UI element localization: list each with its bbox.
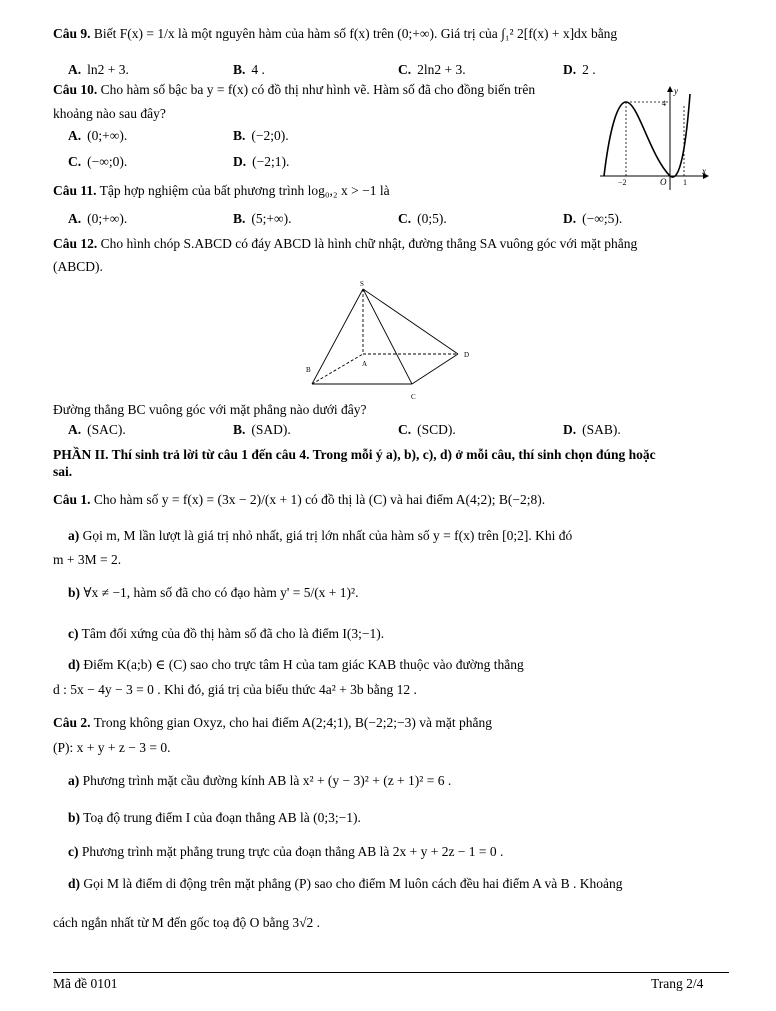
option-text: (−2;0). (251, 128, 289, 143)
part2-heading-line1: PHẦN II. Thí sinh trả lời từ câu 1 đến câu 4. Trong mỗi ý a), b), c), d) ở mỗi câu, thí sinh chọn đúng hoặc (53, 447, 656, 462)
option-label: D. (563, 422, 577, 437)
q12-pyramid-figure (300, 278, 480, 402)
item-text: Điểm K(a;b) ∈ (C) sao cho trực tâm H của tam giác KAB thuộc vào đường thẳng (83, 657, 524, 672)
item-text: Phương trình mặt phẳng trung trực của đoạn thẳng AB là 2x + y + 2z − 1 = 0 . (81, 844, 504, 859)
footer-rule (53, 972, 729, 973)
option-label: C. (398, 422, 412, 437)
q12-option-d[interactable] (563, 421, 621, 439)
q9-text-a: Biết F(x) = 1/x là một nguyên hàm của hàm số f(x) trên (0;+∞). Giá trị của (93, 26, 498, 41)
p2q1-text: Cho hàm số y = f(x) = (3x − 2)/(x + 1) có đồ thị là (C) và hai điểm A(4;2); B(−2;8). (93, 492, 546, 507)
item-label: d) (68, 657, 81, 672)
q9-text-b: bằng (590, 26, 618, 41)
p2q2-a[interactable] (68, 772, 451, 790)
q12-question: Đường thẳng BC vuông góc với mặt phẳng nào dưới đây? (53, 402, 367, 417)
vertex-C-label: C (411, 393, 416, 401)
p2q2-line2: (P): x + y + z − 3 = 0. (53, 740, 171, 755)
vertex-A-label: A (362, 360, 368, 368)
option-label: B. (233, 422, 246, 437)
item-label: a) (68, 773, 80, 788)
edge-CD (412, 354, 458, 384)
p2q2-d-line2: cách ngắn nhất từ M đến gốc toạ độ O bằng 3√2 . (53, 915, 321, 930)
p2q1-b[interactable] (68, 584, 358, 602)
item-label: b) (68, 810, 81, 825)
q10-line1: Cho hàm số bậc ba y = f(x) có đồ thị như hình vẽ. Hàm số đã cho đồng biến trên (100, 82, 536, 97)
item-text: Tâm đối xứng của đồ thị hàm số đã cho là điểm I(3;−1). (81, 626, 385, 641)
q12-stem-line1 (53, 235, 637, 253)
option-label: C. (68, 154, 82, 169)
q11-stem (53, 182, 390, 200)
option-text: (SAD). (251, 422, 291, 437)
q10-option-a[interactable] (68, 127, 127, 145)
cubic-curve (604, 94, 690, 177)
q10-cubic-graph (598, 86, 710, 192)
y-axis-label: y (674, 86, 678, 96)
option-label: D. (233, 154, 247, 169)
p2q2-c[interactable] (68, 843, 503, 861)
q12-option-b[interactable] (233, 421, 291, 439)
p2q2-d-line1[interactable] (68, 875, 623, 893)
edge-SC (363, 289, 412, 384)
x-axis-label: x (702, 166, 706, 176)
p2q1-a-line1[interactable] (68, 527, 572, 545)
q10-option-b[interactable] (233, 127, 289, 145)
p2q2-line1: Trong không gian Oxyz, cho hai điểm A(2;4;1), B(−2;2;−3) và mặt phẳng (93, 715, 492, 730)
item-label: a) (68, 528, 80, 543)
option-label: C. (398, 211, 412, 226)
option-label: B. (233, 128, 246, 143)
tick-label-neg2: −2 (618, 178, 627, 187)
option-text: (0;+∞). (87, 128, 128, 143)
item-text: ∀x ≠ −1, hàm số đã cho có đạo hàm y' = 5/(x + 1)². (83, 585, 359, 600)
item-text: Toạ độ trung điểm I của đoạn thẳng AB là (0;3;−1). (83, 810, 361, 825)
option-text: (−∞;0). (87, 154, 128, 169)
option-label: D. (563, 62, 577, 77)
option-text: 4 . (251, 62, 265, 77)
q9-option-c[interactable] (398, 61, 466, 79)
footer-exam-code: Mã đề 0101 (53, 976, 118, 991)
q9-option-a[interactable] (68, 61, 129, 79)
part2-heading-line2: sai. (53, 464, 73, 479)
p2q1-c[interactable] (68, 625, 384, 643)
option-label: B. (233, 62, 246, 77)
q9-option-d[interactable] (563, 61, 596, 79)
item-text: Gọi m, M lần lượt là giá trị nhỏ nhất, giá trị lớn nhất của hàm số y = f(x) trên [0;2]. Khi đó (82, 528, 573, 543)
q11-option-c[interactable] (398, 210, 447, 228)
option-text: (SAC). (87, 422, 126, 437)
item-label: c) (68, 844, 79, 859)
q11-text: Tập hợp nghiệm của bất phương trình log₀,₂ x > −1 là (99, 183, 390, 198)
edge-SD (363, 289, 458, 354)
q12-line2: (ABCD). (53, 259, 103, 274)
option-text: 2 . (582, 62, 596, 77)
option-label: C. (398, 62, 412, 77)
q10-option-c[interactable] (68, 153, 127, 171)
option-text: (SCD). (417, 422, 456, 437)
option-label: A. (68, 62, 82, 77)
q10-stem-line1 (53, 81, 535, 99)
p2q1-stem (53, 491, 545, 509)
q12-label: Câu 12. (53, 236, 98, 251)
option-text: 2ln2 + 3. (417, 62, 466, 77)
option-label: A. (68, 128, 82, 143)
q10-line2: khoảng nào sau đây? (53, 106, 166, 121)
option-text: ln2 + 3. (87, 62, 129, 77)
tick-label-1: 1 (683, 178, 687, 187)
q11-option-d[interactable] (563, 210, 622, 228)
footer-page-number: Trang 2/4 (651, 976, 704, 991)
q10-label: Câu 10. (53, 82, 98, 97)
option-text: (0;5). (417, 211, 447, 226)
q9-label: Câu 9. (53, 26, 91, 41)
p2q1-label: Câu 1. (53, 492, 91, 507)
option-text: (0;+∞). (87, 211, 128, 226)
tick-label-4: 4 (662, 99, 666, 108)
option-label: B. (233, 211, 246, 226)
option-text: (−2;1). (252, 154, 290, 169)
p2q1-a-line2: m + 3M = 2. (53, 552, 122, 567)
p2q2-stem-line1 (53, 714, 492, 732)
p2q2-b[interactable] (68, 809, 361, 827)
option-text: (−∞;5). (582, 211, 623, 226)
option-text: (5;+∞). (251, 211, 292, 226)
p2q2-label: Câu 2. (53, 715, 91, 730)
q9-option-b[interactable] (233, 61, 265, 79)
p2q1-d-line2: d : 5x − 4y − 3 = 0 . Khi đó, giá trị của biểu thức 4a² + 3b bằng 12 . (53, 682, 417, 697)
option-label: A. (68, 211, 82, 226)
p2q1-d-line1[interactable] (68, 656, 524, 674)
q11-label: Câu 11. (53, 183, 97, 198)
q11-option-b[interactable] (233, 210, 292, 228)
vertex-B-label: B (306, 366, 311, 374)
q9-integral: ∫₁² 2[f(x) + x]dx (501, 26, 588, 41)
item-label: c) (68, 626, 79, 641)
item-text: Gọi M là điểm di động trên mặt phẳng (P) sao cho điểm M luôn cách đều hai điểm A và B . Khoảng (83, 876, 623, 891)
vertex-S-label: S (360, 280, 364, 288)
item-label: b) (68, 585, 81, 600)
option-label: A. (68, 422, 82, 437)
option-label: D. (563, 211, 577, 226)
item-text: Phương trình mặt cầu đường kính AB là x² + (y − 3)² + (z + 1)² = 6 . (82, 773, 452, 788)
q12-line1: Cho hình chóp S.ABCD có đáy ABCD là hình chữ nhật, đường thẳng SA vuông góc với mặt phẳng (100, 236, 638, 251)
q9-stem (53, 25, 617, 43)
edge-SB (312, 289, 363, 384)
tick-label-origin: O (660, 177, 667, 187)
item-label: d) (68, 876, 81, 891)
vertex-D-label: D (464, 351, 470, 359)
q10-option-d[interactable] (233, 153, 289, 171)
q12-option-c[interactable] (398, 421, 456, 439)
q11-option-a[interactable] (68, 210, 127, 228)
q12-option-a[interactable] (68, 421, 126, 439)
option-text: (SAB). (582, 422, 621, 437)
